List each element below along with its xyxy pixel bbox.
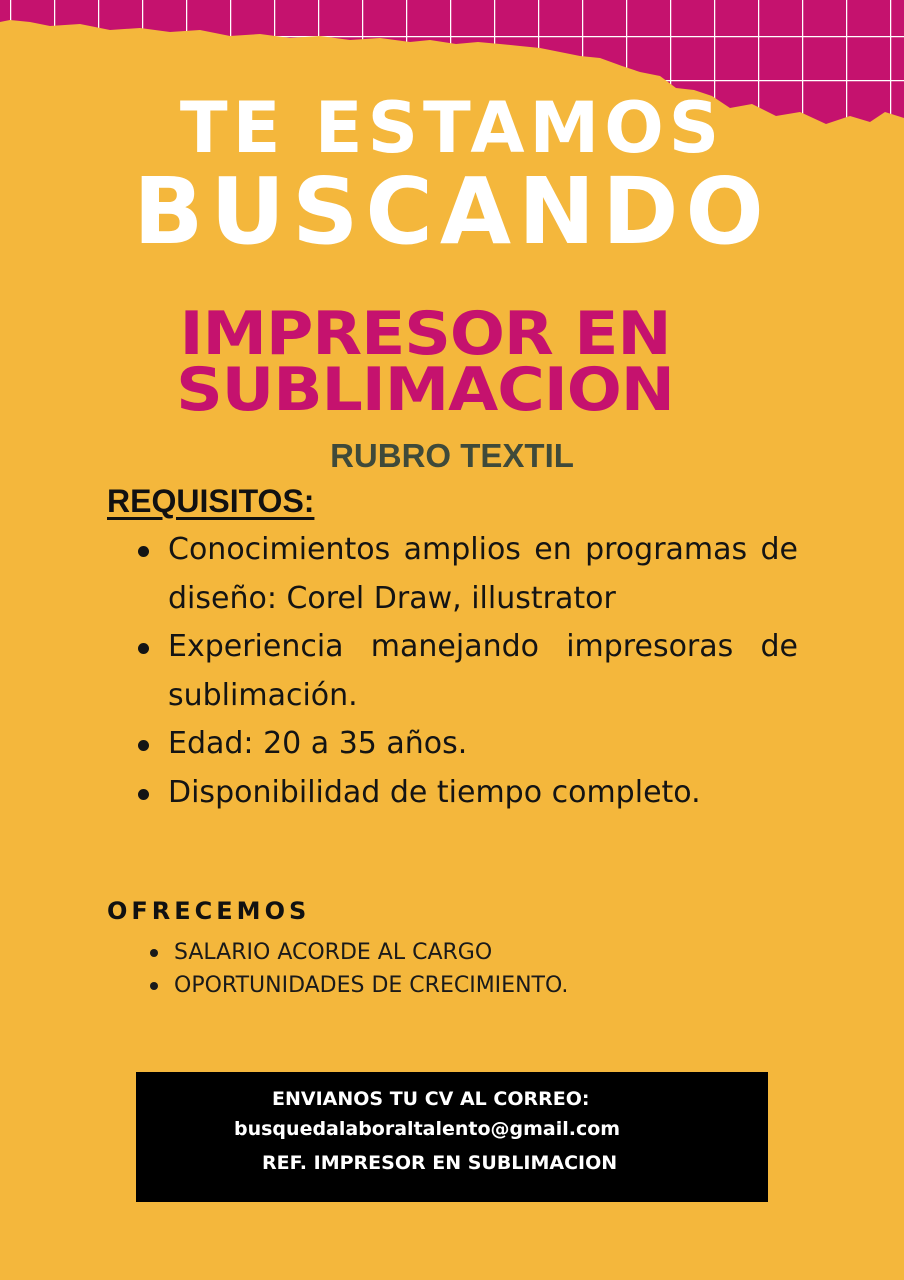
requirement-text: Disponibilidad de tiempo completo. xyxy=(168,774,701,810)
requirement-text: Edad: 20 a 35 años. xyxy=(168,726,468,761)
list-item xyxy=(132,769,798,818)
headline-line-1: TE ESTAMOS xyxy=(179,87,725,169)
offer-list xyxy=(148,936,788,1002)
job-title-line-2: SUBLIMACION xyxy=(176,355,674,425)
list-item xyxy=(148,936,788,969)
bullet-icon xyxy=(138,789,149,800)
offer-text: OPORTUNIDADES DE CRECIMIENTO. xyxy=(174,973,569,998)
requirements-heading: REQUISITOS: xyxy=(107,483,315,519)
contact-box xyxy=(136,1072,768,1202)
bullet-icon xyxy=(138,643,149,654)
job-title-line-1: IMPRESOR EN xyxy=(179,299,671,369)
list-item xyxy=(132,623,798,720)
bullet-icon xyxy=(150,949,158,957)
contact-reference: REF. IMPRESOR EN SUBLIMACION xyxy=(262,1152,618,1174)
bullet-icon xyxy=(150,982,158,990)
list-item xyxy=(132,526,798,623)
contact-instruction: ENVIANOS TU CV AL CORREO: xyxy=(272,1088,590,1110)
list-item xyxy=(132,720,798,769)
sector-subtitle: RUBRO TEXTIL xyxy=(330,437,574,474)
job-title xyxy=(120,299,730,425)
offer-heading: OFRECEMOS xyxy=(107,897,311,925)
bullet-icon xyxy=(138,546,149,557)
bullet-icon xyxy=(138,740,149,751)
requirement-text: Conocimientos amplios en programas de diseño: Corel Draw, illustrator xyxy=(168,532,798,616)
requirements-list xyxy=(132,526,798,817)
headline-line-2: BUSCANDO xyxy=(133,158,771,265)
list-item xyxy=(148,969,788,1002)
contact-email[interactable]: busquedalaboraltalento@gmail.com xyxy=(234,1118,621,1140)
offer-text: SALARIO ACORDE AL CARGO xyxy=(174,940,493,965)
requirement-text: Experiencia manejando impresoras de sublimación. xyxy=(168,629,798,713)
